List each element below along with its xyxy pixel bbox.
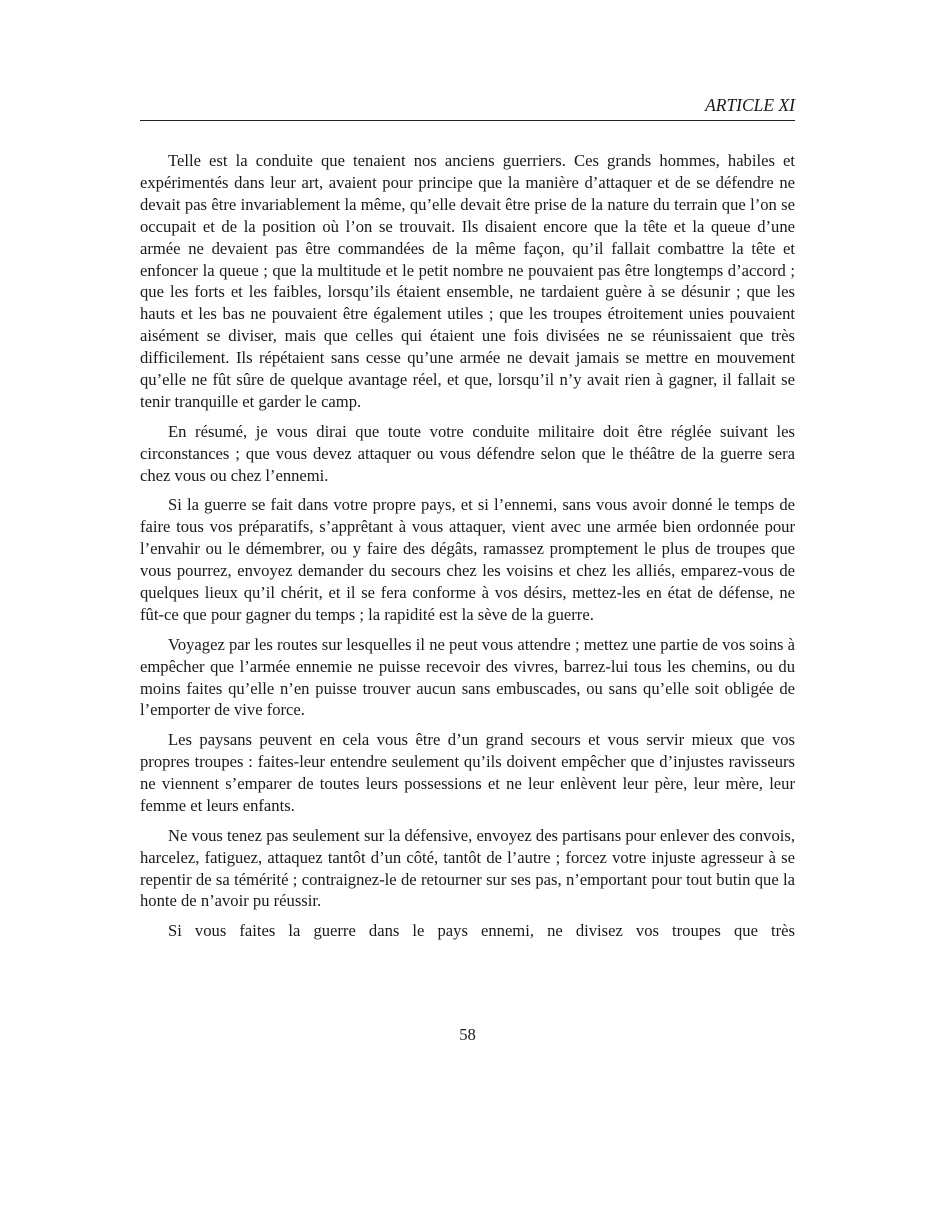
page-number: 58 — [459, 1025, 476, 1044]
body-text — [140, 150, 795, 950]
paragraph: Voyagez par les routes sur lesquelles il ne peut vous attendre ; mettez une partie de vos soins à empêcher que l’armée ennemie ne puisse recevoir des vivres, barrez-lui tous les chemins, ou du moins faites qu’elle n’en puisse trouver aucun sans embuscades, ou sans qu’elle soit obligée de l’emporter de vive force. — [140, 634, 795, 720]
paragraph: Les paysans peuvent en cela vous être d’un grand secours et vous servir mieux que vos propres troupes : faites-leur entendre seulement qu’ils doivent empêcher que d’injustes ravisseurs ne viennent s’emparer de toutes leurs possessions et ne leur enlèvent leur père, leur mère, leur femme et leurs enfants. — [140, 730, 795, 815]
paragraph: Si la guerre se fait dans votre propre pays, et si l’ennemi, sans vous avoir donné le temps de faire tous vos préparatifs, s’apprêtant à vous attaquer, vient avec une armée bien ordonnée pour l’envahir ou le démembrer, ou y faire des dégâts, ramassez promptement le plus de troupes que vous pourrez, envoyez demander du secours chez les voisins et chez les alliés, emparez-vous de quelques lieux qu’il chérit, et il se fera conforme à vos désirs, mettez-les en état de défense, ne fût-ce que pour gagner du temps ; la rapidité est la sève de la guerre. — [140, 495, 795, 624]
paragraph: Telle est la conduite que tenaient nos anciens guerriers. Ces grands hommes, habiles et expérimentés dans leur art, avaient pour principe que la manière d’attaquer et de se défendre ne devait pas être invariablement la même, qu’elle devait être prise de la nature du terrain que l’on se occupait et de la position où l’on se trouvait. Ils disaient encore que la tête et la queue d’une armée ne devaient pas être commandées de la même façon, qu’il fallait combattre la tête et enfoncer la queue ; que la multitude et le petit nombre ne pouvaient pas être longtemps d’accord ; que les forts et les faibles, lorsqu’ils étaient ensemble, ne tardaient guère à se désunir ; que les hauts et les bas ne pouvaient être également utiles ; que les troupes étroitement unies pouvaient aisément se diviser, mais que celles qui étaient une fois divisées ne se réunissaient que très difficilement. Ils répétaient sans cesse qu’une armée ne devait jamais se mettre en mouvement qu’elle ne fût sûre de quelque avantage réel, et que, lorsqu’il n’y avait rien à gagner, il fallait se tenir tranquille et garder le camp. — [140, 151, 795, 411]
paragraph: Si vous faites la guerre dans le pays ennemi, ne divisez vos troupes que très — [168, 921, 795, 941]
running-title: ARTICLE XI — [705, 95, 795, 115]
paragraph: Ne vous tenez pas seulement sur la défensive, envoyez des partisans pour enlever des convois, harcelez, fatiguez, attaquez tantôt d’un côté, tantôt de l’autre ; forcez votre injuste agresseur à se repentir de sa témérité ; contraignez-le de retourner sur ses pas, n’emportant pour tout butin que la honte de n’avoir pu réussir. — [140, 825, 795, 911]
running-header — [140, 94, 795, 121]
paragraph: En résumé, je vous dirai que toute votre conduite militaire doit être réglée suivant les circonstances ; que vous devez attaquer ou vous défendre selon que le théâtre de la guerre sera chez vous ou chez l’ennemi. — [140, 421, 795, 485]
